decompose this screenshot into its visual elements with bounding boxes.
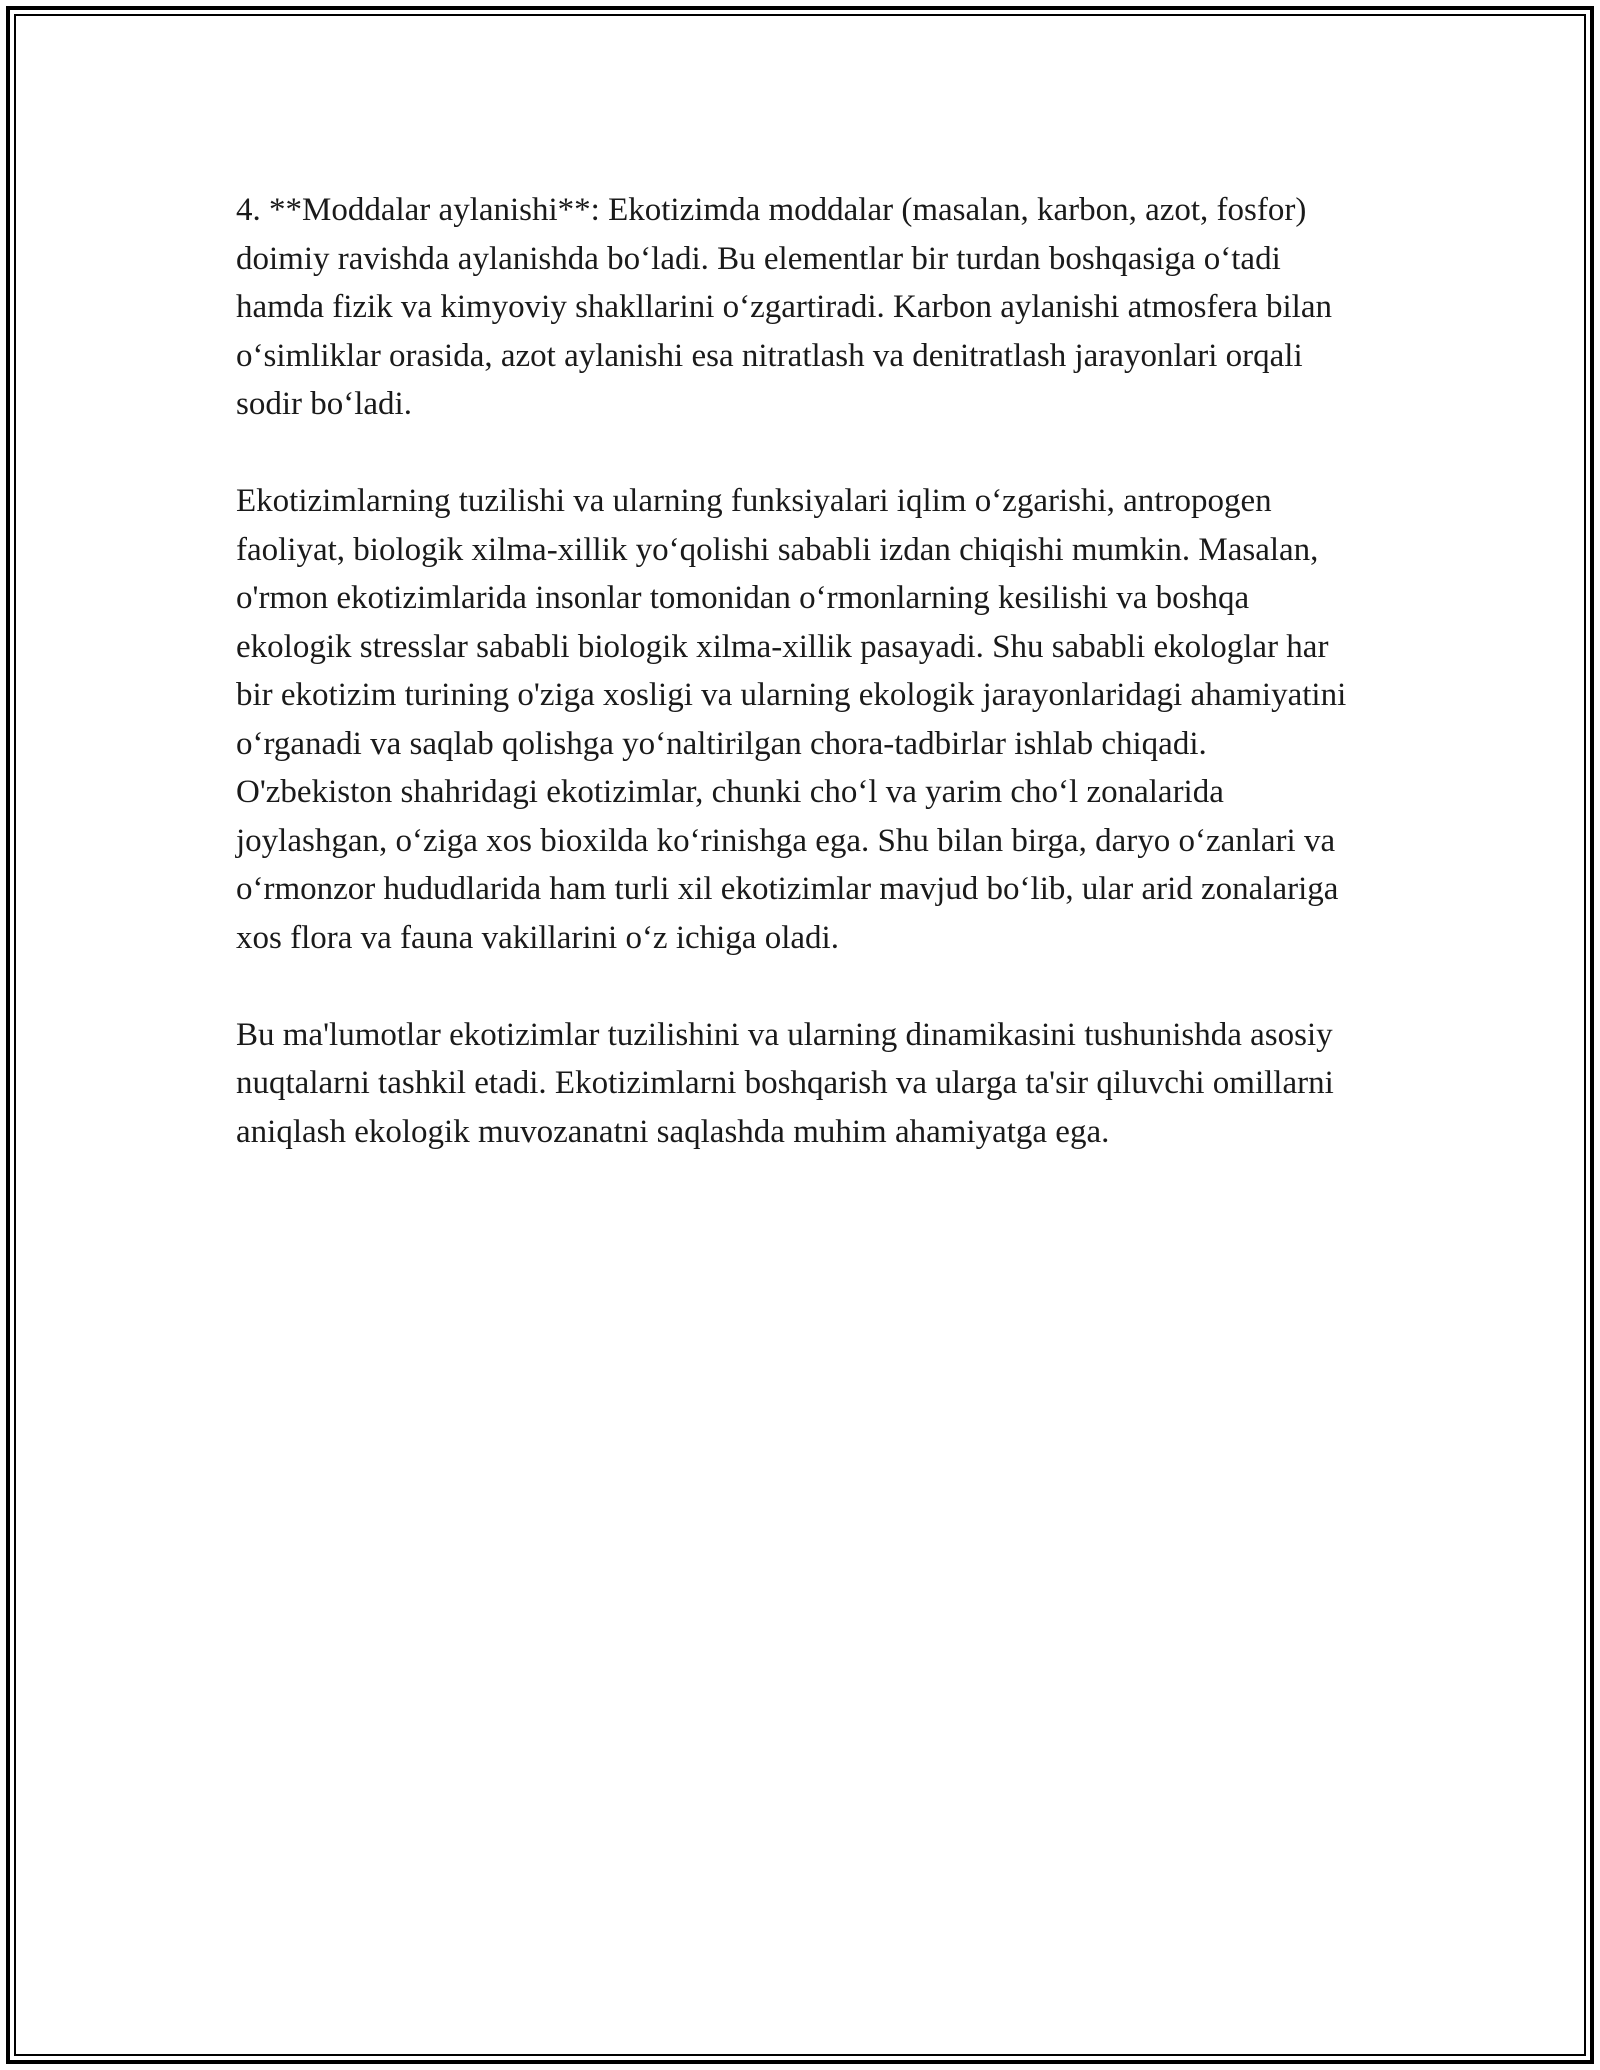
- paragraph-ekotizim-tuzilishi: Ekotizimlarning tuzilishi va ularning funksiyalari iqlim o‘zgarishi, antropogen faoliyat, biologik xilma-xillik yo‘qolishi sababli izdan chiqishi mumkin. Masalan, o'rmon ekotizimlarida insonlar tomonidan o‘rmonlarning kesilishi va boshqa ekologik stresslar sababli biologik xilma-xillik pasayadi. Shu sababli ekologlar har bir ekotizim turining o'ziga xosligi va ularning ekologik jarayonlaridagi ahamiyatini o‘rganadi va saqlab qolishga yo‘naltirilgan chora-tadbirlar ishlab chiqadi. O'zbekiston shahridagi ekotizimlar, chunki cho‘l va yarim cho‘l zonalarida joylashgan, o‘ziga xos bioxilda ko‘rinishga ega. Shu bilan birga, daryo o‘zanlari va o‘rmonzor hududlarida ham turli xil ekotizimlar mavjud bo‘lib, ular arid zonalariga xos flora va fauna vakillarini o‘z ichiga oladi.: [236, 483, 1347, 956]
- paragraph-moddalar-aylanishi: 4. **Moddalar aylanishi**: Ekotizimda moddalar (masalan, karbon, azot, fosfor) doimiy ravishda aylanishda bo‘ladi. Bu elementlar bir turdan boshqasiga o‘tadi hamda fizik va kimyoviy shakllarini o‘zgartiradi. Karbon aylanishi atmosfera bilan o‘simliklar orasida, azot aylanishi esa nitratlash va denitratlash jarayonlari orqali sodir bo‘ladi.: [236, 192, 1332, 422]
- paragraph-xulosa: Bu ma'lumotlar ekotizimlar tuzilishini va ularning dinamikasini tushunishda asosiy nuqtalarni tashkil etadi. Ekotizimlarni boshqarish va ularga ta'sir qiluvchi omillarni aniqlash ekologik muvozanatni saqlashda muhim ahamiyatga ega.: [236, 1016, 1334, 1150]
- document-body: [236, 186, 1366, 1205]
